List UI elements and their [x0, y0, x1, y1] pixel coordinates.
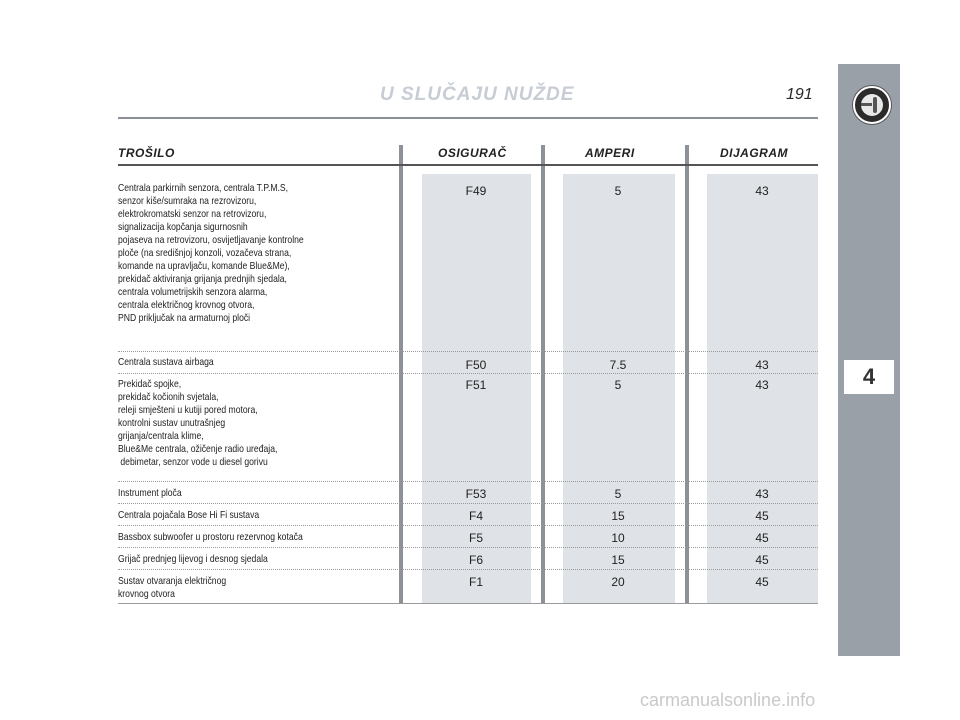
page-title: U SLUČAJU NUŽDE: [380, 84, 575, 105]
amps-cell: 10: [611, 531, 625, 545]
header-rule: [118, 117, 818, 119]
fuse-cell: F53: [465, 487, 487, 501]
row-separator: [118, 547, 818, 548]
page-number: 191: [786, 86, 813, 103]
amps-cell: 7.5: [609, 358, 627, 372]
diagram-cell: 45: [755, 531, 769, 545]
fuse-cell: F5: [468, 531, 483, 545]
column-divider: [541, 145, 545, 603]
consumer-cell: Grijač prednjeg lijevog i desnog sjedala: [118, 553, 268, 565]
row-separator: [118, 503, 818, 504]
amps-cell: 5: [614, 378, 622, 392]
header-underline: [118, 164, 818, 166]
amps-cell: 20: [611, 575, 625, 589]
amps-cell: 15: [611, 553, 625, 567]
brand-logo-icon: [853, 86, 891, 124]
row-separator: [118, 373, 818, 374]
logo-serpent: [873, 97, 877, 113]
column-header-amps: AMPERI: [585, 146, 635, 160]
chapter-tab[interactable]: [844, 360, 894, 394]
row-separator: [118, 481, 818, 482]
chapter-number: 4: [862, 364, 876, 389]
fuse-cell: F1: [468, 575, 483, 589]
consumer-cell: Bassbox subwoofer u prostoru rezervnog kotača: [118, 531, 303, 543]
diagram-cell: 43: [755, 358, 769, 372]
consumer-cell: Prekidač spojke, prekidač kočionih svjetala, releji smješteni u kutiji pored motora, kontrolni sustav unutrašnjeg grijanja/centrala klime, Blue&Me centrala, ožičenje radio uređaja, debimetar, senzor vode u diesel gorivu: [118, 378, 278, 468]
column-header-fuse: OSIGURAČ: [438, 146, 507, 160]
consumer-cell: Sustav otvaranja električnog krovnog otvora: [118, 575, 227, 600]
consumer-cell: Centrala pojačala Bose Hi Fi sustava: [118, 509, 260, 521]
table-bottom-rule: [118, 603, 818, 604]
column-divider: [399, 145, 403, 603]
amps-cell: 5: [614, 184, 622, 198]
column-header-consumer: TROŠILO: [118, 146, 175, 160]
consumer-cell: Instrument ploča: [118, 487, 182, 499]
fuse-cell: F49: [465, 184, 487, 198]
consumer-cell: Centrala parkirnih senzora, centrala T.P.M.S, senzor kiše/sumraka na rezrovizoru, elektrokromatski senzor na retrovizoru, signalizacija kopčanja sigurnosnih pojaseva na retrovizoru, osvijetljavanje kontrolne ploče (na središnjoj konzoli, vozačeva strana, komande na upravljaču, komande Blue&Me), prekidač aktiviranja grijanja prednjih sjedala, centrala volumetrijskih senzora alarma, centrala električnog krovnog otvora, PND priključak na armaturnoj ploči: [118, 182, 304, 324]
diagram-cell: 43: [755, 487, 769, 501]
fuse-cell: F4: [468, 509, 483, 523]
consumer-cell: Centrala sustava airbaga: [118, 356, 214, 368]
diagram-cell: 45: [755, 509, 769, 523]
logo-cross: [861, 103, 872, 106]
diagram-cell: 43: [755, 378, 769, 392]
amps-cell: 5: [614, 487, 622, 501]
row-separator: [118, 351, 818, 352]
fuse-cell: F51: [465, 378, 487, 392]
amps-cell: 15: [611, 509, 625, 523]
column-header-diagram: DIJAGRAM: [720, 146, 789, 160]
diagram-cell: 45: [755, 553, 769, 567]
diagram-cell: 43: [755, 184, 769, 198]
fuse-cell: F50: [465, 358, 487, 372]
row-separator: [118, 569, 818, 570]
column-divider: [685, 145, 689, 603]
fuse-cell: F6: [468, 553, 483, 567]
row-separator: [118, 525, 818, 526]
diagram-cell: 45: [755, 575, 769, 589]
watermark: carmanualsonline.info: [640, 690, 816, 710]
